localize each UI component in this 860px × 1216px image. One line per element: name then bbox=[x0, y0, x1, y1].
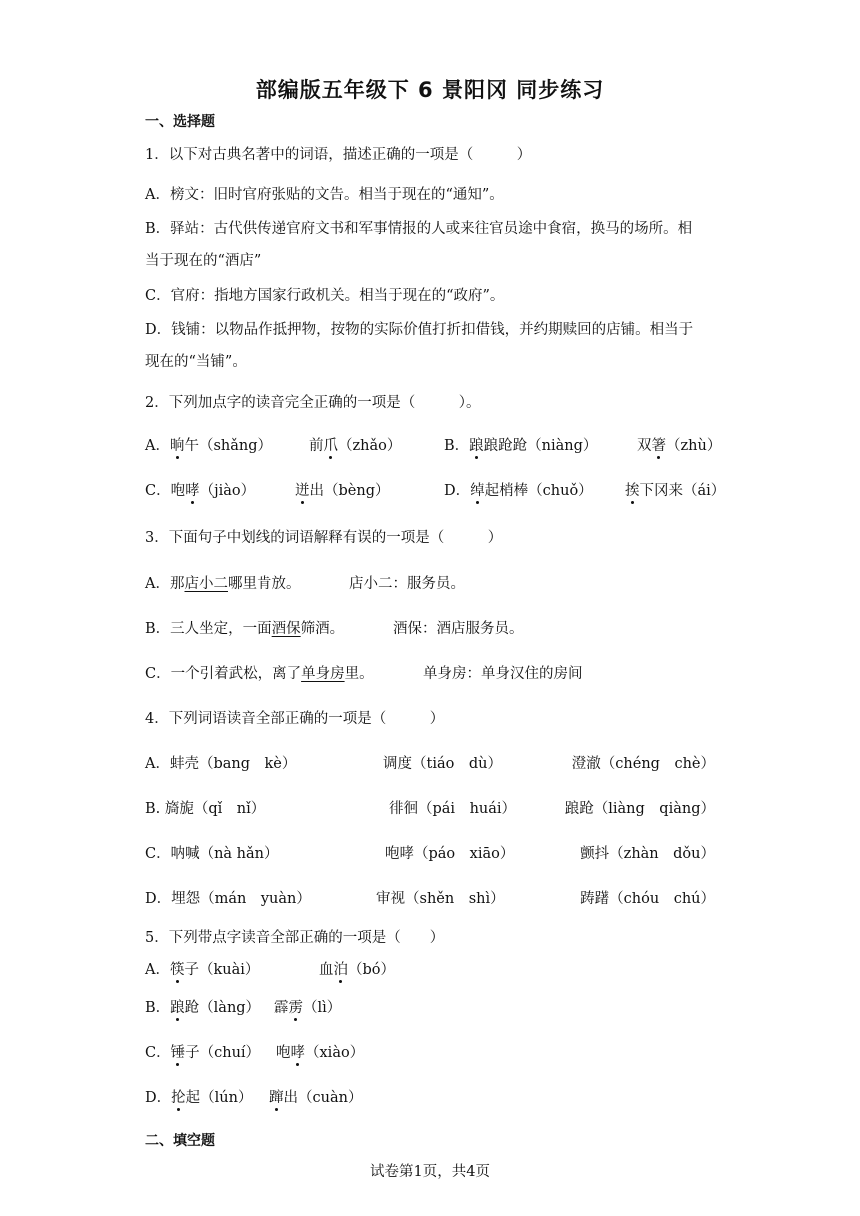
dotted-char: 哮 bbox=[185, 483, 200, 499]
dotted-char: 挨 bbox=[625, 483, 640, 499]
question-4-option-a-word1: A．蚌壳（bang kè） bbox=[145, 756, 297, 772]
underlined-word: 店小二 bbox=[184, 576, 228, 592]
question-1-option-c: C．官府：指地方国家行政机关。相当于现在的“政府”。 bbox=[145, 288, 505, 304]
question-2-option-b: B．踉踉跄跄（niàng） bbox=[444, 438, 598, 454]
question-1-option-b-line1: B．驿站：古代供传递官府文书和军事情报的人或来往官员途中食宿，换马的场所。相 bbox=[145, 221, 693, 237]
question-4-option-b-word1: B. 旖旎（qǐ nǐ） bbox=[145, 801, 266, 817]
section-heading-choice: 一、选择题 bbox=[145, 114, 215, 130]
dotted-char: 踉 bbox=[469, 438, 484, 454]
question-2-option-a: A．晌午（shǎng） bbox=[145, 438, 273, 454]
dotted-char: 箸 bbox=[651, 438, 666, 454]
dotted-char: 筷 bbox=[169, 962, 185, 978]
dotted-char: 晌 bbox=[169, 438, 185, 454]
question-3-option-b: B．三人坐定，一面酒保筛酒。 bbox=[145, 621, 345, 637]
dotted-char: 爪 bbox=[323, 438, 338, 454]
page-footer: 试卷第1页，共4页 bbox=[370, 1164, 490, 1180]
question-1-stem: 1．以下对古典名著中的词语，描述正确的一项是（ ） bbox=[145, 147, 532, 163]
question-5-option-b-word2: 霹雳（lì） bbox=[274, 1000, 342, 1016]
question-4-stem: 4．下列词语读音全部正确的一项是（ ） bbox=[145, 711, 445, 727]
question-3-stem: 3．下面句子中划线的词语解释有误的一项是（ ） bbox=[145, 530, 503, 546]
question-5-option-a: A．筷子（kuài） bbox=[145, 962, 260, 978]
question-1-option-b-line2: 当于现在的“酒店” bbox=[145, 253, 262, 269]
question-2-option-d: D．绰起梢棒（chuǒ） bbox=[444, 483, 593, 499]
question-4-option-a-word2: 调度（tiáo dù） bbox=[383, 756, 502, 772]
question-4-option-b-word3: 踉跄（liàng qiàng） bbox=[564, 801, 715, 817]
question-5-stem: 5．下列带点字读音全部正确的一项是（ ） bbox=[145, 930, 445, 946]
question-3-option-b-explanation: 酒保：酒店服务员。 bbox=[393, 621, 524, 637]
page-title: 部编版五年级下 6 景阳冈 同步练习 bbox=[255, 78, 605, 102]
question-2-option-a-word2: 前爪（zhǎo） bbox=[309, 438, 402, 454]
question-4-option-a-word3: 澄澈（chéng chè） bbox=[571, 756, 715, 772]
underlined-word: 酒保 bbox=[271, 621, 301, 637]
section-heading-fill-in: 二、填空题 bbox=[145, 1133, 215, 1149]
question-3-option-c: C．一个引着武松，离了单身房里。 bbox=[145, 666, 374, 682]
dotted-char: 迸 bbox=[295, 483, 310, 499]
dotted-char: 哮 bbox=[290, 1045, 305, 1061]
question-5-option-b: B．踉跄（làng） bbox=[145, 1000, 261, 1016]
dotted-char: 锤 bbox=[170, 1045, 186, 1061]
dotted-char: 泊 bbox=[333, 962, 348, 978]
question-4-option-d-word3: 踌躇（chóu chú） bbox=[580, 891, 715, 907]
question-3-option-a: A．那店小二哪里肯放。 bbox=[145, 576, 301, 592]
question-2-option-d-word2: 挨下冈来（ái） bbox=[625, 483, 726, 499]
question-4-option-d-word2: 审视（shěn shì） bbox=[376, 891, 505, 907]
question-5-option-d-word2: 蹿出（cuàn） bbox=[269, 1090, 363, 1106]
question-4-option-c-word2: 咆哮（páo xiāo） bbox=[385, 846, 515, 862]
question-1-option-d-line1: D．钱铺：以物品作抵押物，按物的实际价值打折扣借钱，并约期赎回的店铺。相当于 bbox=[145, 322, 694, 338]
dotted-char: 绰 bbox=[470, 483, 485, 499]
underlined-word: 单身房 bbox=[301, 666, 345, 682]
question-5-option-c: C．锤子（chuí） bbox=[145, 1045, 261, 1061]
question-5-option-d: D．抡起（lún） bbox=[145, 1090, 253, 1106]
question-4-option-c-word1: C．呐喊（nà hǎn） bbox=[145, 846, 279, 862]
question-4-option-d-word1: D．埋怨（mán yuàn） bbox=[145, 891, 311, 907]
question-3-option-a-explanation: 店小二：服务员。 bbox=[349, 576, 465, 592]
question-1-option-d-line2: 现在的“当铺”。 bbox=[145, 354, 247, 370]
question-4-option-b-word2: 徘徊（pái huái） bbox=[389, 801, 517, 817]
dotted-char: 抡 bbox=[171, 1090, 186, 1106]
question-1-option-a: A．榜文：旧时官府张贴的文告。相当于现在的“通知”。 bbox=[145, 187, 504, 203]
question-2-option-c-word2: 迸出（bèng） bbox=[295, 483, 390, 499]
dotted-char: 蹿 bbox=[269, 1090, 284, 1106]
dotted-char: 雳 bbox=[288, 1000, 303, 1016]
question-2-option-b-word2: 双箸（zhù） bbox=[637, 438, 722, 454]
question-2-stem: 2．下列加点字的读音完全正确的一项是（ ）。 bbox=[145, 395, 481, 411]
dotted-char: 踉 bbox=[170, 1000, 185, 1016]
question-5-option-a-word2: 血泊（bó） bbox=[319, 962, 396, 978]
question-2-option-c: C．咆哮（jiào） bbox=[145, 483, 256, 499]
question-3-option-c-explanation: 单身房：单身汉住的房间 bbox=[423, 666, 583, 682]
question-4-option-c-word3: 颤抖（zhàn dǒu） bbox=[580, 846, 715, 862]
question-5-option-c-word2: 咆哮（xiào） bbox=[276, 1045, 365, 1061]
